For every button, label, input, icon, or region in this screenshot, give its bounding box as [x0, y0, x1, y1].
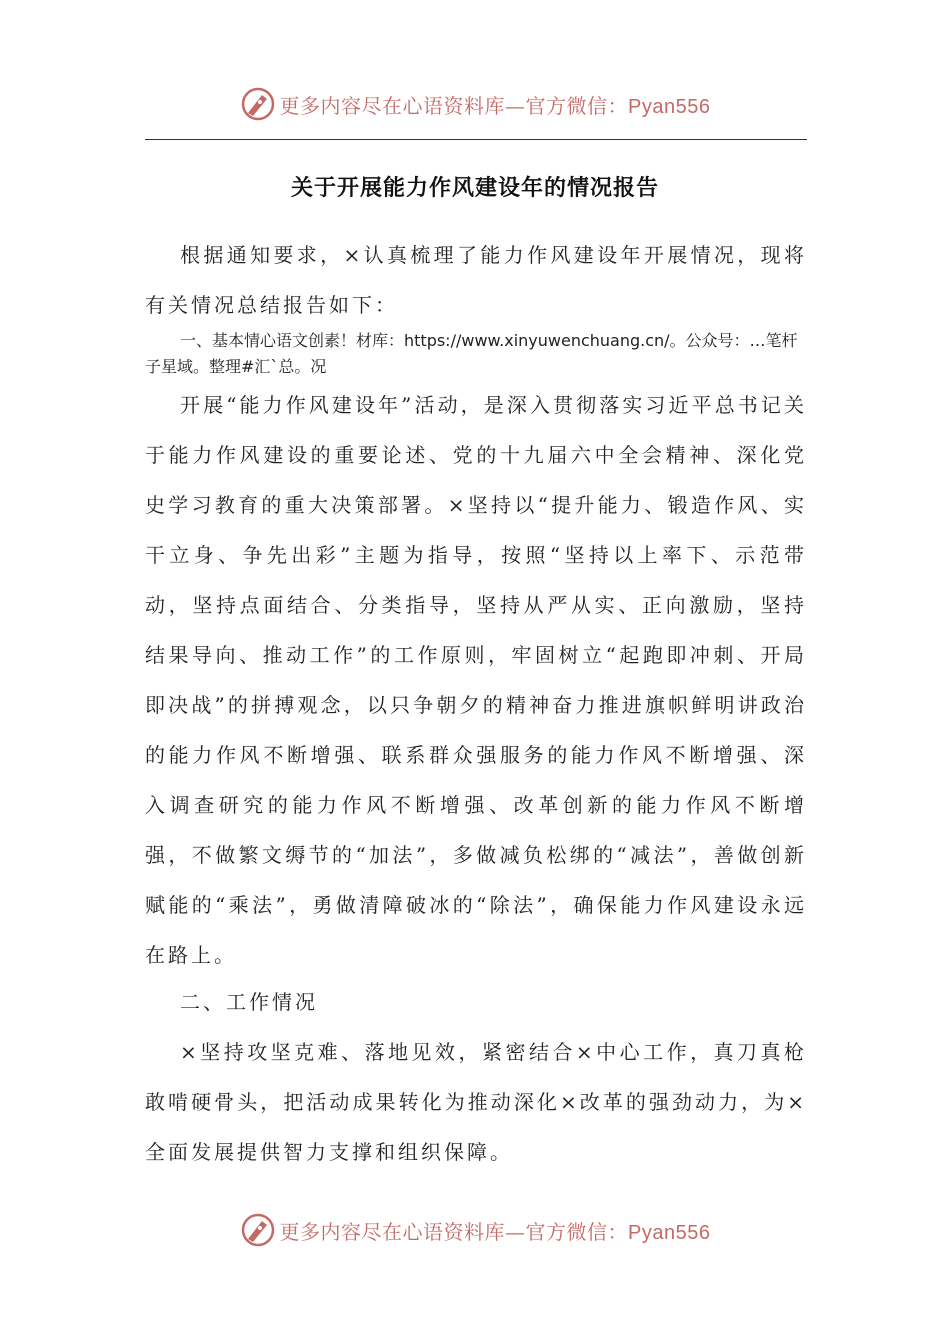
header-divider [145, 139, 807, 140]
pen-nib-circle-logo-icon [240, 1212, 276, 1248]
pen-nib-circle-logo-icon [240, 86, 276, 122]
intro-paragraph: 根据通知要求，×认真梳理了能力作风建设年开展情况，现将有关情况总结报告如下： [145, 243, 807, 317]
wechat-id: Pyan556 [628, 95, 711, 118]
footer-banner-text: 更多内容尽在心语资料库—官方微信：Pyan556 [279, 1219, 711, 1244]
header-banner [0, 82, 950, 126]
header-banner-text: 更多内容尽在心语资料库—官方微信：Pyan556 [279, 93, 711, 118]
section2-heading: 二、工作情况 [180, 990, 318, 1014]
section1-body: 开展“能力作风建设年”活动，是深入贯彻落实习近平总书记关于能力作风建设的重要论述、党的十九届六中全会精神、深化党史学习教育的重大决策部署。×坚持以“提升能力、锻造作风、实干立身、争先出彩”主题为指导，按照“坚持以上率下、示范带动，坚持点面结合、分类指导，坚持从严从实、正向激励，坚持结果导向、推动工作”的工作原则，牢固树立“起跑即冲刺、开局即决战”的拼搏观念，以只争朝夕的精神奋力推进旗帜鲜明讲政治的能力作风不断增强、联系群众强服务的能力作风不断增强、深入调查研究的能力作风不断增强、改革创新的能力作风不断增强，不做繁文缛节的“加法”，多做减负松绑的“减法”，善做创新赋能的“乘法”，勇做清障破冰的“除法”，确保能力作风建设永远在路上。 [145, 393, 807, 967]
footer-banner [0, 1208, 950, 1252]
wechat-id: Pyan556 [628, 1221, 711, 1244]
section2-body: ×坚持攻坚克难、落地见效，紧密结合×中心工作，真刀真枪敢啃硬骨头，把活动成果转化为推动深化×改革的强劲动力，为×全面发展提供智力支撑和组织保障。 [145, 1040, 807, 1164]
section1-heading: 一、基本情心语文创素！材库：https://www.xinyuwenchuang.cn/。公众号：…笔杆子星域。整理#汇`总。况 [145, 331, 798, 376]
document-title: 关于开展能力作风建设年的情况报告 [290, 175, 659, 201]
